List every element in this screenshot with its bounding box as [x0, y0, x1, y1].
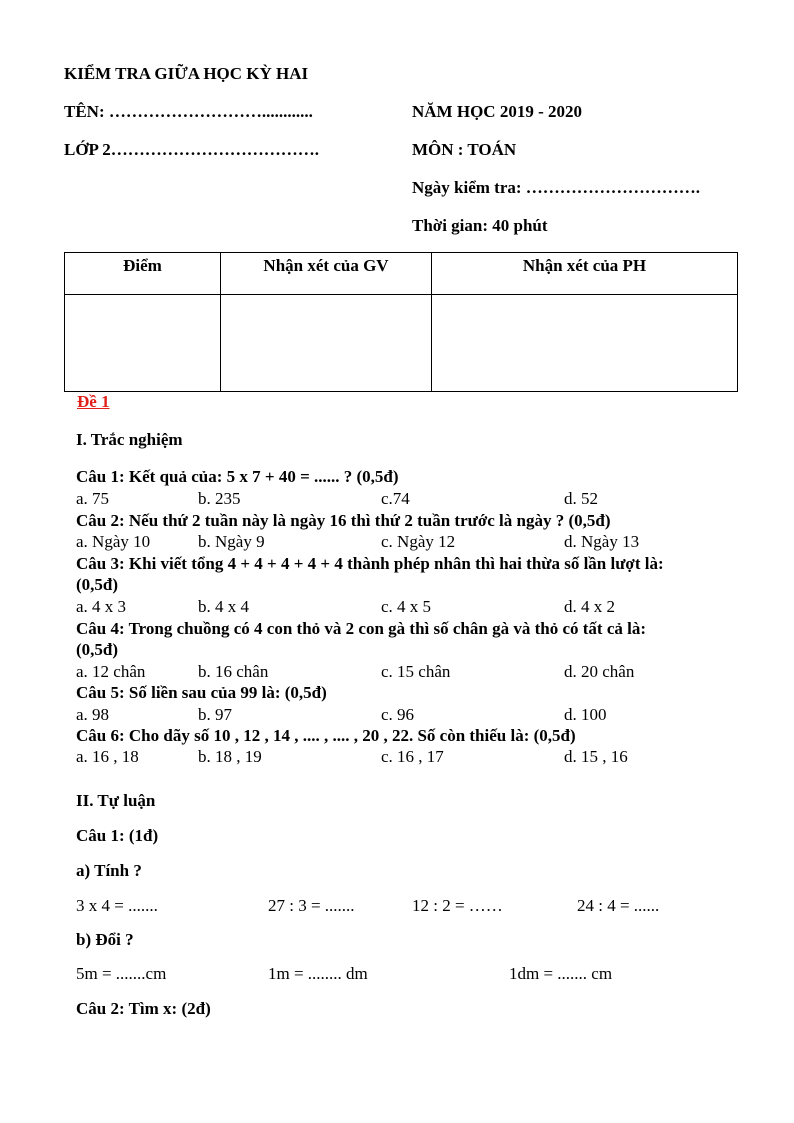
q4-option-d[interactable]: d. 20 chân — [564, 662, 635, 681]
q3-option-b[interactable]: b. 4 x 4 — [198, 597, 249, 616]
question-3: Câu 3: Khi viết tổng 4 + 4 + 4 + 4 + 4 thành phép nhân thì hai thừa số lần lượt là: — [76, 554, 664, 573]
grade-header-parent-comment: Nhận xét của PH — [432, 253, 738, 295]
school-year: NĂM HỌC 2019 - 2020 — [412, 102, 582, 121]
calc-item-3[interactable]: 12 : 2 = …… — [412, 896, 503, 915]
q3-option-d[interactable]: d. 4 x 2 — [564, 597, 615, 616]
q3-option-c[interactable]: c. 4 x 5 — [381, 597, 432, 616]
question-3-points: (0,5đ) — [76, 575, 119, 594]
essay-part-a: a) Tính ? — [76, 861, 142, 880]
q5-option-a[interactable]: a. 98 — [76, 705, 110, 724]
q6-option-a[interactable]: a. 16 , 18 — [76, 747, 139, 766]
question-4: Câu 4: Trong chuồng có 4 con thỏ và 2 con gà thì số chân gà và thỏ có tất cả là: — [76, 619, 646, 638]
student-name-label: TÊN: ………………………............ — [64, 102, 313, 121]
q1-option-b[interactable]: b. 235 — [198, 489, 241, 508]
q5-option-c[interactable]: c. 96 — [381, 705, 415, 724]
section-multiple-choice-title: I. Trắc nghiệm — [76, 430, 183, 449]
grade-parent-comment-cell[interactable] — [432, 295, 738, 392]
conversion-item-1[interactable]: 5m = .......cm — [76, 964, 167, 983]
grade-table-body-row — [65, 295, 738, 392]
exam-duration: Thời gian: 40 phút — [412, 216, 548, 235]
question-6: Câu 6: Cho dãy số 10 , 12 , 14 , .... , .... , 20 , 22. Số còn thiếu là: (0,5đ) — [76, 726, 576, 745]
grade-table-header-row — [65, 253, 738, 295]
q2-option-c[interactable]: c. Ngày 12 — [381, 532, 456, 551]
grade-score-cell[interactable] — [65, 295, 221, 392]
essay-question-1: Câu 1: (1đ) — [76, 826, 159, 845]
q1-option-a[interactable]: a. 75 — [76, 489, 110, 508]
q2-option-d[interactable]: d. Ngày 13 — [564, 532, 640, 551]
conversion-item-2[interactable]: 1m = ........ dm — [268, 964, 368, 983]
q2-option-a[interactable]: a. Ngày 10 — [76, 532, 151, 551]
q2-option-b[interactable]: b. Ngày 9 — [198, 532, 265, 551]
subject-label: MÔN : TOÁN — [412, 140, 517, 159]
q3-option-a[interactable]: a. 4 x 3 — [76, 597, 127, 616]
calc-item-4[interactable]: 24 : 4 = ...... — [577, 896, 660, 915]
essay-question-2: Câu 2: Tìm x: (2đ) — [76, 999, 211, 1018]
q5-option-d[interactable]: d. 100 — [564, 705, 607, 724]
q4-option-a[interactable]: a. 12 chân — [76, 662, 146, 681]
q4-option-c[interactable]: c. 15 chân — [381, 662, 451, 681]
exam-title: KIỂM TRA GIỮA HỌC KỲ HAI — [64, 64, 309, 83]
q4-option-b[interactable]: b. 16 chân — [198, 662, 269, 681]
grade-header-score: Điểm — [65, 253, 221, 295]
essay-part-b: b) Đổi ? — [76, 930, 134, 949]
question-1: Câu 1: Kết quả của: 5 x 7 + 40 = ...... ? (0,5đ) — [76, 467, 399, 486]
question-4-points: (0,5đ) — [76, 640, 119, 659]
exam-version: Đề 1 — [77, 392, 110, 411]
exam-date-label: Ngày kiểm tra: …………………………. — [412, 178, 701, 197]
grade-teacher-comment-cell[interactable] — [221, 295, 432, 392]
q6-option-b[interactable]: b. 18 , 19 — [198, 747, 262, 766]
calc-item-1[interactable]: 3 x 4 = ....... — [76, 896, 158, 915]
q6-option-c[interactable]: c. 16 , 17 — [381, 747, 444, 766]
section-essay-title: II. Tự luận — [76, 791, 156, 810]
grade-header-teacher-comment: Nhận xét của GV — [221, 253, 432, 295]
q6-option-d[interactable]: d. 15 , 16 — [564, 747, 628, 766]
grade-table — [64, 252, 738, 392]
question-2: Câu 2: Nếu thứ 2 tuần này là ngày 16 thì thứ 2 tuần trước là ngày ? (0,5đ) — [76, 511, 611, 530]
question-5: Câu 5: Số liền sau của 99 là: (0,5đ) — [76, 683, 327, 702]
calc-item-2[interactable]: 27 : 3 = ....... — [268, 896, 355, 915]
q1-option-d[interactable]: d. 52 — [564, 489, 598, 508]
q1-option-c[interactable]: c.74 — [381, 489, 410, 508]
conversion-item-3[interactable]: 1dm = ....... cm — [509, 964, 613, 983]
q5-option-b[interactable]: b. 97 — [198, 705, 232, 724]
class-label: LỚP 2………………………………. — [64, 140, 320, 159]
